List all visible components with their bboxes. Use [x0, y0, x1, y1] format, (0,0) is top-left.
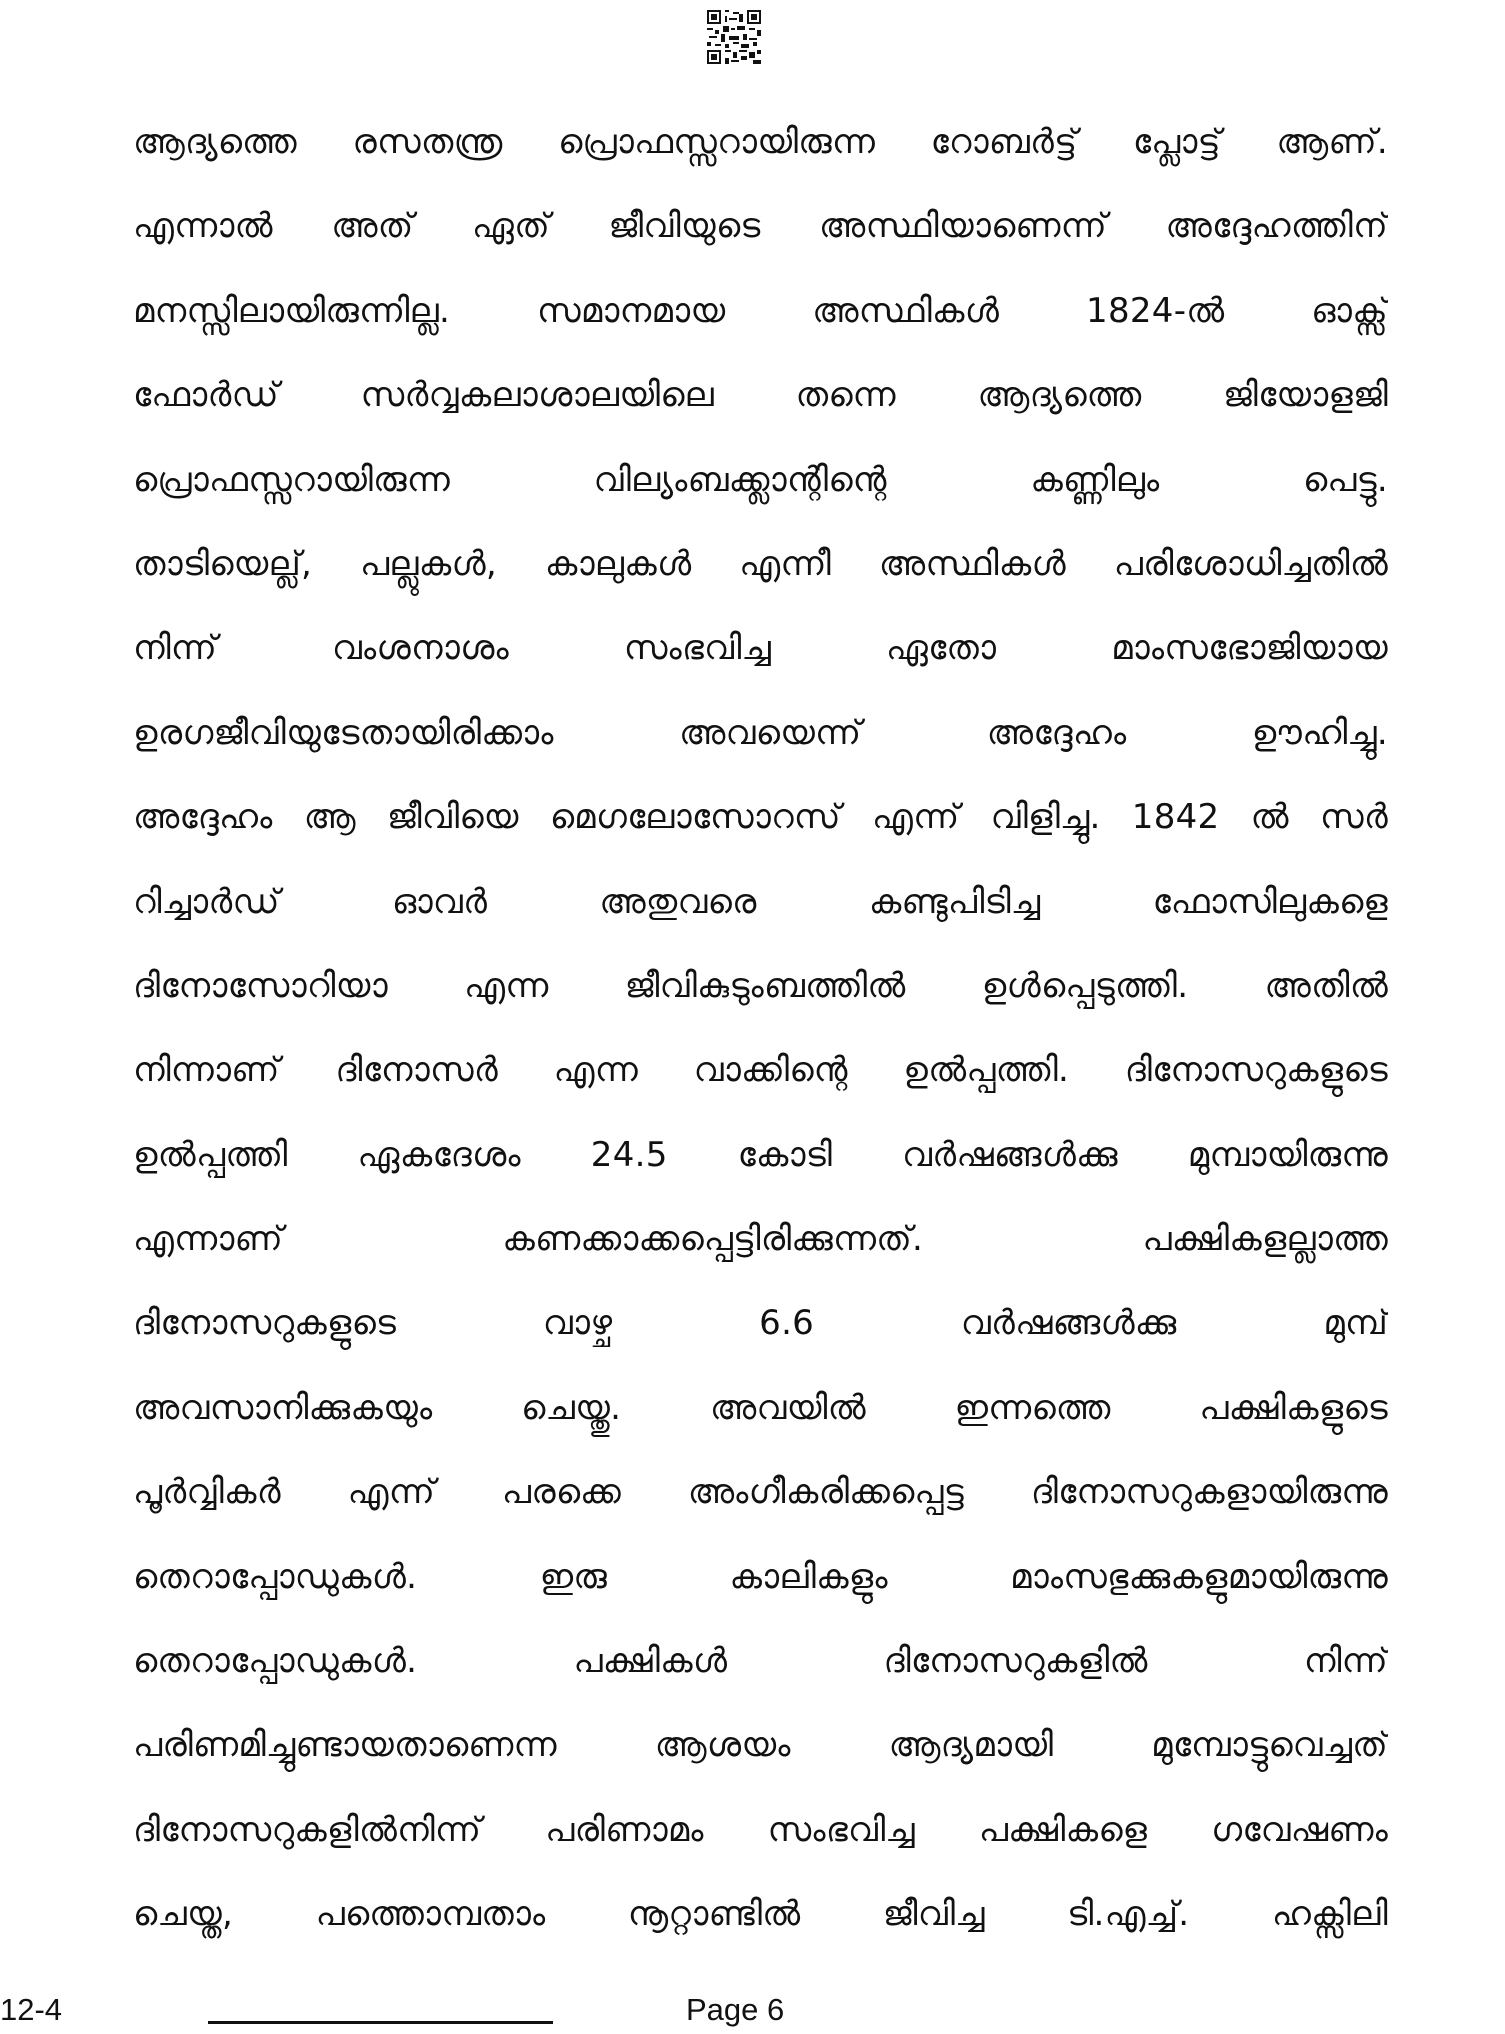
text-line: ചെയ്ത, പത്തൊമ്പതാം നൂറ്റാണ്ടിൽ ജീവിച്ച ടി.എച്ച്. ഹക്സിലി	[133, 1894, 1388, 1935]
text-line: പൂർവ്വികർ എന്ന് പരക്കെ അംഗീകരിക്കപ്പെട്ട ദിനോസറുകളായിരുന്നു	[133, 1472, 1388, 1513]
text-line: ആദ്യത്തെ രസതന്ത്ര പ്രൊഫസ്സറായിരുന്ന റോബർട്ട് പ്ലോട്ട് ആണ്.	[133, 122, 1388, 162]
footer-code: 12-4	[0, 1992, 63, 2027]
text-line: ഫോർഡ് സർവ്വകലാശാലയിലെ തന്നെ ആദ്യത്തെ ജിയോളജി	[133, 375, 1388, 416]
text-line: നിന്ന് വംശനാശം സംഭവിച്ച ഏതോ മാംസഭോജിയായ	[133, 628, 1388, 669]
footer-divider	[208, 2021, 553, 2024]
text-line: എന്നാണ് കണക്കാക്കപ്പെട്ടിരിക്കുന്നത്. പക്ഷികളല്ലാത്ത	[133, 1219, 1388, 1260]
text-line: നിന്നാണ് ദിനോസർ എന്ന വാക്കിന്റെ ഉൽപ്പത്തി. ദിനോസറുകളുടെ	[133, 1050, 1388, 1091]
text-line: ഉരഗജീവിയുടേതായിരിക്കാം അവയെന്ന് അദ്ദേഹം ഊഹിച്ചു.	[133, 712, 1388, 753]
text-line: തെറാപ്പോഡുകൾ. ഇരു കാലികളും മാംസഭുക്കുകളുമായിരുന്നു	[133, 1556, 1388, 1597]
text-line: പരിണമിച്ചുണ്ടായതാണെന്ന ആശയം ആദ്യമായി മുമ്പോട്ടുവെച്ചത്	[133, 1725, 1388, 1766]
body-text	[133, 112, 1388, 1969]
qr-code	[705, 8, 763, 66]
text-line: ദിനോസറുകളിൽനിന്ന് പരിണാമം സംഭവിച്ച പക്ഷികളെ ഗവേഷണം	[133, 1809, 1388, 1850]
text-line: മനസ്സിലായിരുന്നില്ല. സമാനമായ അസ്ഥികൾ 1824-ൽ ഓക്സ്	[133, 290, 1388, 331]
text-line: തെറാപ്പോഡുകൾ. പക്ഷികൾ ദിനോസറുകളിൽ നിന്ന്	[133, 1641, 1388, 1682]
text-line: എന്നാൽ അത് ഏത് ജീവിയുടെ അസ്ഥിയാണെന്ന് അദ്ദേഹത്തിന്	[133, 206, 1388, 247]
text-line: ദിനോസോറിയാ എന്ന ജീവികുടുംബത്തിൽ ഉൾപ്പെടുത്തി. അതിൽ	[133, 965, 1388, 1006]
text-line: പ്രൊഫസ്സറായിരുന്ന വില്യംബക്ക്ലാന്റിന്റെ കണ്ണിലും പെട്ടു.	[133, 459, 1388, 500]
text-line: അവസാനിക്കുകയും ചെയ്തു. അവയിൽ ഇന്നത്തെ പക്ഷികളുടെ	[133, 1387, 1388, 1428]
page-number: Page 6	[686, 1992, 785, 2027]
text-line: താടിയെല്ല്, പല്ലുകൾ, കാലുകൾ എന്നീ അസ്ഥികൾ പരിശോധിച്ചതിൽ	[133, 543, 1388, 584]
text-line: റിച്ചാർഡ് ഓവർ അതുവരെ കണ്ടുപിടിച്ച ഫോസിലുകളെ	[133, 881, 1388, 922]
text-line: അദ്ദേഹം ആ ജീവിയെ മെഗലോസോറസ് എന്ന് വിളിച്ചു. 1842 ൽ സർ	[133, 797, 1388, 838]
text-line: ഉൽപ്പത്തി ഏകദേശം 24.5 കോടി വർഷങ്ങൾക്കു മുമ്പായിരുന്നു	[133, 1134, 1388, 1175]
text-line: ദിനോസറുകളുടെ വാഴ്ച 6.6 വർഷങ്ങൾക്കു മുമ്പ്	[133, 1303, 1388, 1344]
